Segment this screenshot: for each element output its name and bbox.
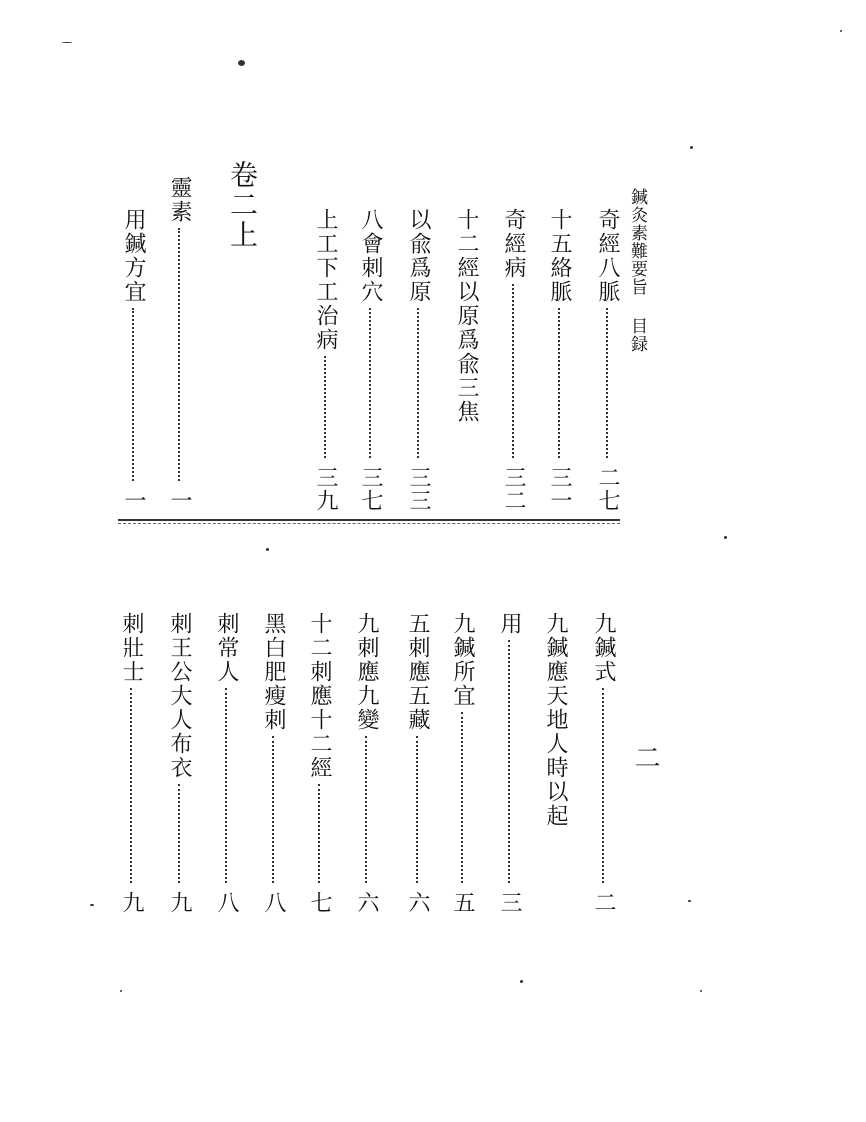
leader-dots bbox=[369, 308, 371, 458]
ink-speck bbox=[688, 900, 691, 902]
leader-dots bbox=[602, 688, 604, 883]
leader-dots bbox=[178, 228, 180, 481]
entry-page: 三 bbox=[497, 891, 522, 914]
entry-page: 六 bbox=[405, 891, 430, 914]
page-number: 二 bbox=[630, 744, 660, 770]
entry-title: 上工下工治病 bbox=[313, 208, 338, 352]
toc-entry bbox=[492, 612, 526, 914]
toc-entry bbox=[349, 612, 383, 914]
toc-entry bbox=[256, 612, 290, 914]
entry-title: 九鍼式 bbox=[591, 612, 616, 684]
leader-dots bbox=[318, 784, 320, 883]
entry-page: 七 bbox=[307, 891, 332, 914]
entry-title: 九鍼應天地人時以起 bbox=[543, 612, 568, 828]
entry-page: 九 bbox=[167, 891, 192, 914]
ink-speck bbox=[266, 548, 269, 551]
toc-entry bbox=[353, 208, 387, 512]
entry-title: 九鍼所宜 bbox=[450, 612, 475, 708]
entry-title: 用 bbox=[497, 612, 522, 636]
toc-entry bbox=[400, 612, 434, 914]
ink-speck bbox=[690, 146, 693, 149]
entry-page: 一 bbox=[121, 489, 146, 512]
toc-entry bbox=[496, 208, 530, 512]
toc-entry bbox=[114, 612, 148, 914]
entry-title: 刺常人 bbox=[214, 612, 239, 684]
ink-speck bbox=[62, 42, 72, 43]
entry-page: 一 bbox=[167, 489, 192, 512]
entry-title: 靈素 bbox=[167, 176, 192, 224]
toc-entry bbox=[538, 612, 572, 852]
toc-entry bbox=[445, 612, 479, 914]
ink-speck bbox=[90, 904, 94, 906]
book-title-header: 鍼灸素難要旨 目録 bbox=[627, 188, 647, 353]
toc-entry bbox=[209, 612, 243, 914]
toc-entry bbox=[162, 176, 196, 512]
entry-title: 八會刺穴 bbox=[358, 208, 383, 304]
leader-dots bbox=[365, 736, 367, 883]
leader-dots bbox=[416, 736, 418, 883]
entry-page: 八 bbox=[261, 891, 286, 914]
entry-page: 二七 bbox=[595, 466, 620, 512]
ink-speck bbox=[840, 30, 842, 32]
entry-title: 黑白肥瘦刺 bbox=[261, 612, 286, 732]
entry-title: 刺壯士 bbox=[119, 612, 144, 684]
entry-page: 八 bbox=[214, 891, 239, 914]
entry-title: 以兪爲原 bbox=[406, 208, 431, 304]
entry-title: 用鍼方宜 bbox=[121, 208, 146, 304]
leader-dots bbox=[508, 640, 510, 883]
entry-page: 三九 bbox=[313, 466, 338, 512]
entry-page: 三二 bbox=[501, 466, 526, 512]
entry-page: 五 bbox=[450, 891, 475, 914]
toc-entry bbox=[162, 612, 196, 914]
section-divider-secondary bbox=[118, 523, 620, 524]
ink-speck bbox=[120, 990, 122, 992]
leader-dots bbox=[132, 308, 134, 481]
ink-speck bbox=[700, 990, 702, 992]
entry-page: 三三 bbox=[406, 466, 431, 512]
ink-speck bbox=[238, 60, 245, 66]
leader-dots bbox=[417, 308, 419, 458]
entry-title: 五刺應五藏 bbox=[405, 612, 430, 732]
entry-title: 奇經病 bbox=[501, 208, 526, 280]
leader-dots bbox=[130, 688, 132, 883]
leader-dots bbox=[461, 712, 463, 883]
toc-entry bbox=[542, 208, 576, 512]
volume-heading: 卷二上 bbox=[226, 160, 259, 250]
leader-dots bbox=[225, 688, 227, 883]
toc-entry bbox=[586, 612, 620, 914]
toc-entry bbox=[308, 208, 342, 512]
ink-speck bbox=[724, 536, 727, 539]
entry-title: 刺王公大人布衣 bbox=[167, 612, 192, 780]
entry-page: 六 bbox=[354, 891, 379, 914]
entry-title: 十二刺應十二經 bbox=[307, 612, 332, 780]
entry-page: 二 bbox=[591, 891, 616, 914]
entry-page: 三一 bbox=[547, 466, 572, 512]
entry-page: 三七 bbox=[358, 466, 383, 512]
leader-dots bbox=[324, 356, 326, 458]
toc-entry bbox=[590, 208, 624, 512]
toc-entry bbox=[449, 208, 483, 438]
toc-entry bbox=[401, 208, 435, 512]
section-divider bbox=[118, 519, 620, 521]
toc-entry bbox=[116, 208, 150, 512]
entry-title: 十五絡脈 bbox=[547, 208, 572, 304]
ink-speck bbox=[520, 980, 523, 983]
entry-page: 九 bbox=[119, 891, 144, 914]
leader-dots bbox=[512, 284, 514, 458]
entry-title: 奇經八脈 bbox=[595, 208, 620, 304]
leader-dots bbox=[606, 308, 608, 458]
toc-entry bbox=[302, 612, 336, 914]
leader-dots bbox=[558, 308, 560, 458]
entry-title: 十二經以原爲兪三焦 bbox=[454, 208, 479, 424]
leader-dots bbox=[272, 736, 274, 883]
leader-dots bbox=[178, 784, 180, 883]
entry-title: 九刺應九變 bbox=[354, 612, 379, 732]
